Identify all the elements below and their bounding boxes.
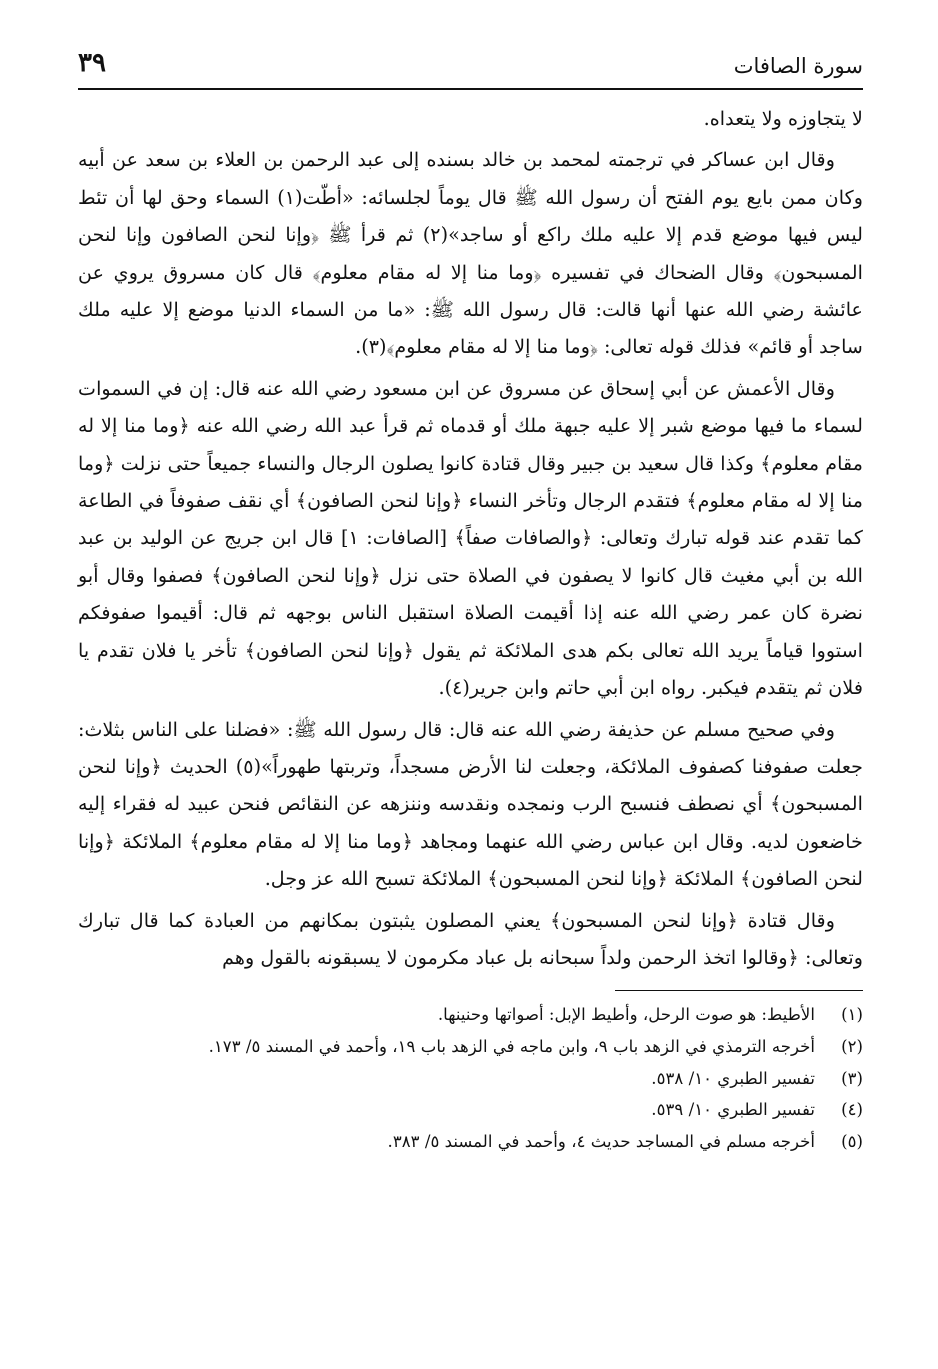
footnote-number: (٣) (841, 1068, 863, 1088)
footnote-text: تفسير الطبري ١٠/ ٥٣٨. (651, 1068, 815, 1088)
paragraph: وقال ابن عساكر في ترجمته لمحمد بن خالد بسنده إلى عبد الرحمن بن العلاء بن سعد عن أبيه وكان ممن بايع يوم الفتح أن رسول الله ﷺ قال يوماً لجلسائه: «أطّت(١) السماء وحق لها أن تئط ليس فيها موضع قدم إلا عليه ملك راكع أو ساجد»(٢) ثم قرأ ﷺ ﴿وإنا لنحن الصافون وإنا لنحن المسبحون﴾ وقال الضحاك في تفسيره ﴿وما منا إلا له مقام معلوم﴾ قال كان مسروق يروي عن عائشة رضي الله عنها أنها قالت: قال رسول الله ﷺ: «ما من السماء الدنيا موضع إلا عليه ملك ساجد أو قائم» فذلك قوله تعالى: ﴿وما منا إلا له مقام معلوم﴾(٣). (78, 148, 863, 359)
footnote (78, 1094, 863, 1126)
footnote-number: (٢) (841, 1036, 863, 1056)
paragraph: وفي صحيح مسلم عن حذيفة رضي الله عنه قال: قال رسول الله ﷺ: «فضلنا على الناس بثلاث: جعلت صفوفنا كصفوف الملائكة، وجعلت لنا الأرض مسجداً، وتربتها طهوراً»(٥) الحديث ﴿وإنا لنحن المسبحون﴾ أي نصطف فنسبح الرب ونمجده ونقدسه وننزهه عن النقائص فنحن عبيد له فقراء إليه خاضعون لديه. وقال ابن عباس رضي الله عنهما ومجاهد ﴿وما منا إلا له مقام معلوم﴾ الملائكة ﴿وإنا لنحن الصافون﴾ الملائكة ﴿وإنا لنحن المسبحون﴾ الملائكة تسبح الله عز وجل. (78, 717, 863, 891)
footnote-number: (٤) (841, 1100, 863, 1120)
footnote-number: (٥) (841, 1131, 863, 1151)
paragraph: وقال قتادة ﴿وإنا لنحن المسبحون﴾ يعني المصلون يثبتون بمكانهم من العبادة كما قال تبارك وتعالى: ﴿وقالوا اتخذ الرحمن ولداً سبحانه بل عباد مكرمون لا يسبقونه بالقول وهم (78, 908, 863, 969)
footnote (78, 999, 863, 1031)
paragraph: وقال الأعمش عن أبي إسحاق عن مسروق عن ابن مسعود رضي الله عنه قال: إن في السموات لسماء ما فيها موضع شبر إلا عليه جبهة ملك أو قدماه ثم قرأ عبد الله رضي الله عنه ﴿وما منا إلا له مقام معلوم﴾ وكذا قال سعيد بن جبير وقال قتادة كانوا يصلون الرجال والنساء جميعاً حتى نزلت ﴿وما منا إلا له مقام معلوم﴾ فتقدم الرجال وتأخر النساء ﴿وإنا لنحن الصافون﴾ أي نقف صفوفاً في الطاعة كما تقدم عند قوله تبارك وتعالى: ﴿والصافات صفاً﴾ [الصافات: ١] قال ابن جريج عن الوليد بن عبد الله بن أبي مغيث قال كانوا لا يصفون في الصلاة حتى نزل ﴿وإنا لنحن الصافون﴾ فصفوا وقال أبو نضرة كان عمر رضي الله عنه إذا أقيمت الصلاة استقبل الناس بوجهه ثم قال: أقيموا صفوفكم استووا قياماً يريد الله تعالى بكم هدى الملائكة ثم يقول ﴿وإنا لنحن الصافون﴾ تأخر يا فلان تقدم يا فلان ثم يتقدم فيكبر. رواه ابن أبي حاتم وابن جرير(٤). (78, 376, 863, 700)
footnote-text: تفسير الطبري ١٠/ ٥٣٩. (651, 1100, 815, 1120)
footnote (78, 1031, 863, 1063)
footnote (78, 1063, 863, 1095)
running-title: سورة الصافات (733, 54, 863, 78)
page-header (78, 48, 863, 90)
footnote-text: الأطيط: هو صوت الرحل، وأطيط الإبل: أصواتها وحنينها. (437, 1005, 815, 1025)
paragraph: لا يتجاوزه ولا يتعداه. (703, 107, 863, 130)
book-page (78, 48, 863, 1358)
footnote (78, 1126, 863, 1158)
footnote-number: (١) (841, 1005, 863, 1025)
page-number: ٣٩ (78, 48, 106, 78)
footnotes (78, 999, 863, 1157)
footnote-text: أخرجه الترمذي في الزهد باب ٩، وابن ماجه في الزهد باب ١٩، وأحمد في المسند ٥/ ١٧٣. (208, 1036, 815, 1056)
footnote-divider (615, 990, 863, 991)
main-text (78, 100, 863, 976)
footnote-text: أخرجه مسلم في المساجد حديث ٤، وأحمد في المسند ٥/ ٣٨٣. (387, 1131, 815, 1151)
